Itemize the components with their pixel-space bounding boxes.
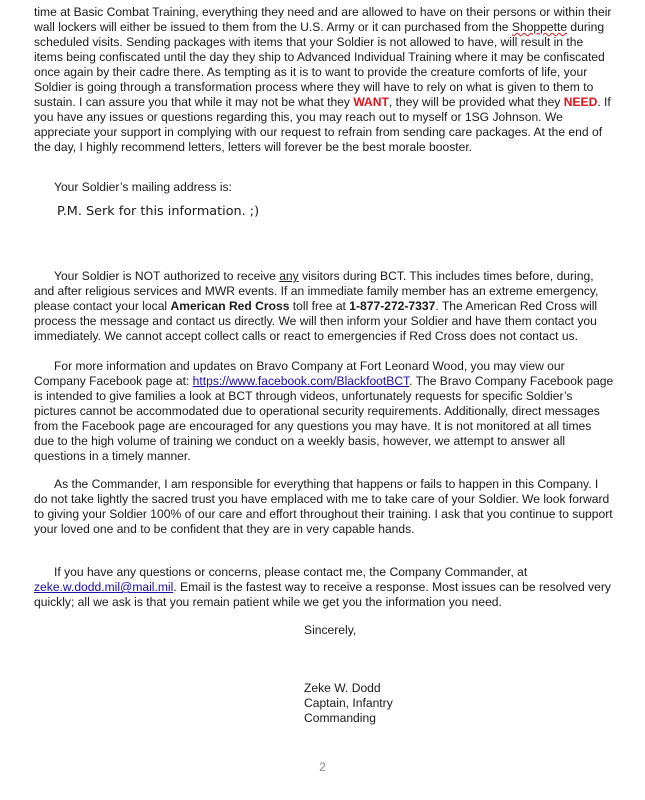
care-package-paragraph (34, 5, 614, 155)
signature-rank: Captain, Infantry (304, 696, 393, 710)
mailing-address-label: Your Soldier’s mailing address is: (54, 180, 232, 194)
facebook-link[interactable]: https://www.facebook.com/BlackfootBCT (192, 374, 410, 388)
page-number: 2 (319, 760, 326, 774)
mailing-address-value: P.M. Serk for this information. ;) (57, 204, 260, 219)
email-link[interactable]: zeke.w.dodd.mil@mail.mil (34, 580, 174, 594)
red-cross-bold: American Red Cross (170, 299, 290, 313)
text-span: time at Basic Combat Training, everything they need and are allowed to have on their persons or within their wall lockers will either be issued to them from the U.S. Army or it can purchased from the (34, 5, 612, 34)
text-span: visitors during BCT. This includes times before, during, and after religious services and MWR events. If an immediate family member has an extreme emergency, please contact your local (34, 269, 599, 313)
signature-name: Zeke W. Dodd (304, 681, 381, 695)
closing-sincerely: Sincerely, (304, 623, 357, 637)
red-cross-phone: 1-877-272-7337 (349, 299, 436, 313)
any-underlined: any (279, 269, 299, 283)
text-span: , they will be provided what they (388, 95, 564, 109)
signature-title: Commanding (304, 711, 376, 725)
text-span: If you have any questions or concerns, please contact me, the Company Commander, at (54, 565, 528, 579)
text-span: during scheduled visits. Sending packages with items that your Soldier is not allowed to have, will result in the items being confiscated until the day they ship to Advanced Individual Training where it may be confiscated once again by their cadre there. As tempting as it is to want to provide the creature comforts of life, your Soldier is going through a transformation process where they will have to rely on what is given to them to sustain. I can assure you that while it may not be what they (34, 20, 605, 109)
text-span: . The American Red Cross will process the message and contact us directly. We will then inform your Soldier and have them contact you immediately. We cannot accept collect calls or react to emergencies if Red Cross does not contact us. (34, 299, 598, 343)
visitors-paragraph (34, 269, 614, 344)
shoppette-word: Shoppette (511, 20, 568, 34)
facebook-paragraph (34, 359, 614, 464)
commander-paragraph: As the Commander, I am responsible for everything that happens or fails to happen in this Company. I do not take lightly the sacred trust you have emplaced with me to take care of your Soldier. We look forward to giving your Soldier 100% of our care and effort throughout their training. I ask that you continue to support your loved one and to be confident that they are in very capable hands. (34, 477, 613, 536)
text-span: . Email is the fastest way to receive a response. Most issues can be resolved very quickly; all we ask is that you remain patient while we get you the information you need. (34, 580, 611, 609)
need-emphasis: NEED (563, 95, 598, 109)
text-span: . If you have any issues or questions regarding this, you may reach out to myself or 1SG Johnson. We appreciate your support in complying with our request to refrain from sending care packages. At the end of the day, I highly recommend letters, letters will forever be the best morale booster. (34, 95, 611, 154)
want-emphasis: WANT (353, 95, 389, 109)
text-span: toll free at (289, 299, 350, 313)
text-span: . The Bravo Company Facebook page is intended to give families a look at BCT through videos, unfortunately requests for specific Soldier’s pictures cannot be accommodated due to operational security requirements. Additionally, direct messages from the Facebook page are encouraged for any questions you may have. It is not monitored at all times due to the high volume of training we conduct on a weekly basis, however, we attempt to answer all questions in a timely manner. (34, 374, 614, 463)
contact-paragraph (34, 565, 614, 610)
text-span: Your Soldier is NOT authorized to receive (54, 269, 280, 283)
text-span: For more information and updates on Bravo Company at Fort Leonard Wood, you may view our Company Facebook page at: (34, 359, 565, 388)
